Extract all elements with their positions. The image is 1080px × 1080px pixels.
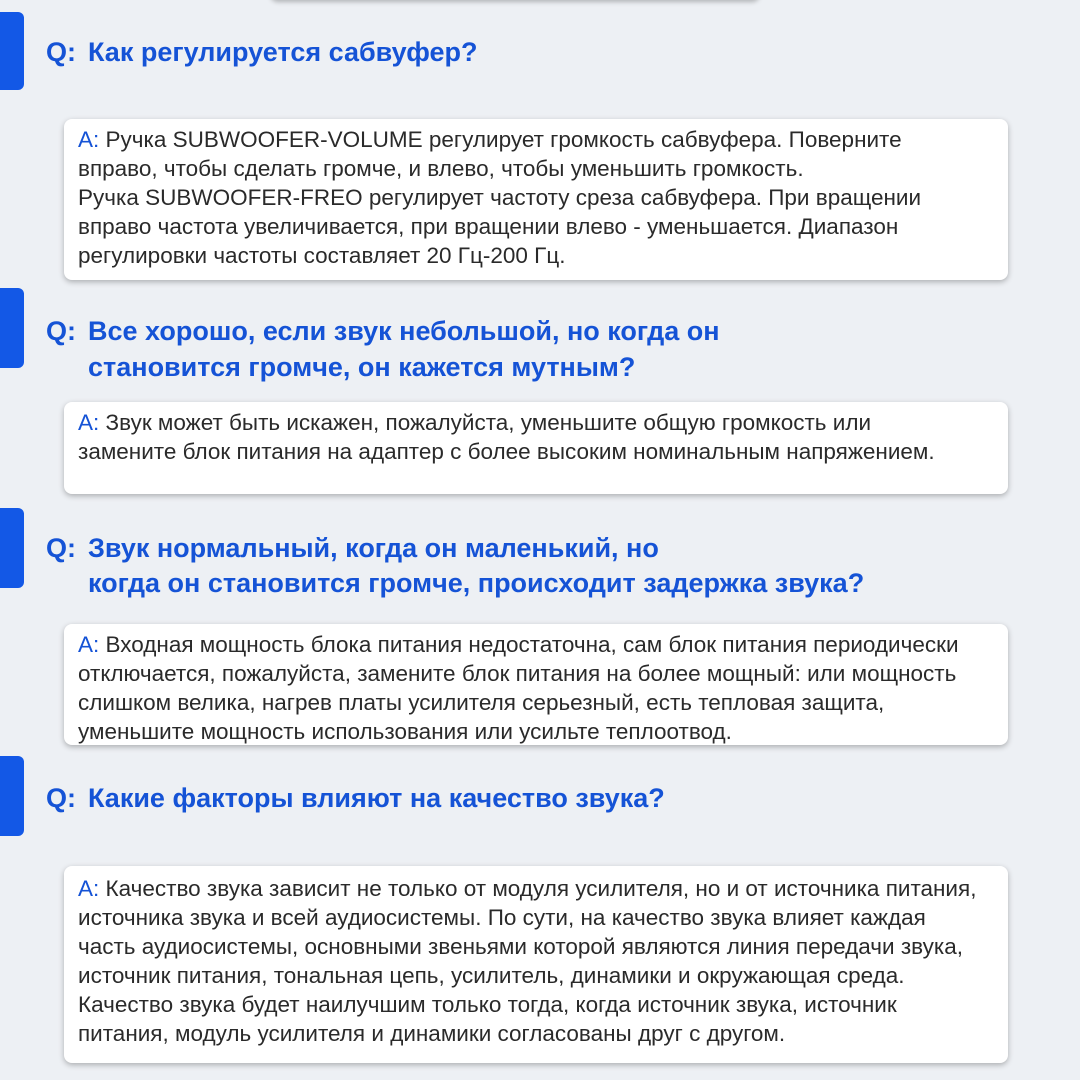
- answer-line: Качество звука будет наилучшим только тогда, когда источник звука, источник: [78, 992, 897, 1017]
- question-line: Звук нормальный, когда он маленький, но: [88, 533, 659, 563]
- question-accent-bar: [0, 508, 24, 588]
- question-prefix: Q:: [46, 316, 76, 346]
- faq-answer-card-4: [64, 866, 1008, 1063]
- question-line: Все хорошо, если звук небольшой, но когда он: [88, 316, 720, 346]
- answer-line: уменьшите мощность использования или усильте теплоотвод.: [78, 719, 732, 744]
- question-accent-bar: [0, 756, 24, 836]
- question-line: Как регулируется сабвуфер?: [88, 37, 478, 67]
- question-prefix: Q:: [46, 783, 76, 813]
- answer-line: Ручка SUBWOOFER-FREO регулирует частоту среза сабвуфера. При вращении: [78, 185, 922, 210]
- question-accent-bar: [0, 288, 24, 368]
- question-prefix: Q:: [46, 533, 76, 563]
- answer-line: вправо, чтобы сделать громче, и влево, чтобы уменьшить громкость.: [78, 156, 804, 181]
- answer-line: регулировки частоты составляет 20 Гц-200 Гц.: [78, 243, 566, 268]
- faq-answer-card-2: [64, 402, 1008, 494]
- answer-prefix: A:: [78, 410, 100, 435]
- question-accent-bar: [0, 12, 24, 90]
- answer-line: A: Ручка SUBWOOFER-VOLUME регулирует громкость сабвуфера. Поверните: [78, 127, 902, 152]
- question-line: становится громче, он кажется мутным?: [88, 352, 636, 382]
- answer-line: источника звука и всей аудиосистемы. По сути, на качество звука влияет каждая: [78, 905, 926, 930]
- question-line: Какие факторы влияют на качество звука?: [88, 783, 665, 813]
- answer-line: замените блок питания на адаптер с более высоким номинальным напряжением.: [78, 439, 935, 464]
- answer-line: A: Входная мощность блока питания недостаточна, сам блок питания периодически: [78, 632, 959, 657]
- faq-answer-card-1: [64, 119, 1008, 280]
- faq-answer-card-3: [64, 624, 1008, 745]
- answer-line: A: Качество звука зависит не только от модуля усилителя, но и от источника питания,: [78, 876, 977, 901]
- question-prefix: Q:: [46, 37, 76, 67]
- answer-prefix: A:: [78, 127, 100, 152]
- answer-line: слишком велика, нагрев платы усилителя серьезный, есть тепловая защита,: [78, 690, 885, 715]
- answer-line: отключается, пожалуйста, замените блок питания на более мощный: или мощность: [78, 661, 957, 686]
- answer-line: вправо частота увеличивается, при вращении влево - уменьшается. Диапазон: [78, 214, 899, 239]
- answer-prefix: A:: [78, 876, 100, 901]
- answer-line: источник питания, тональная цепь, усилитель, динамики и окружающая среда.: [78, 963, 905, 988]
- answer-line: A: Звук может быть искажен, пожалуйста, уменьшите общую громкость или: [78, 410, 872, 435]
- answer-prefix: A:: [78, 632, 100, 657]
- answer-line: питания, модуль усилителя и динамики согласованы друг с другом.: [78, 1021, 786, 1046]
- answer-line: часть аудиосистемы, основными звеньями которой являются линия передачи звука,: [78, 934, 963, 959]
- question-line: когда он становится громче, происходит задержка звука?: [88, 568, 865, 598]
